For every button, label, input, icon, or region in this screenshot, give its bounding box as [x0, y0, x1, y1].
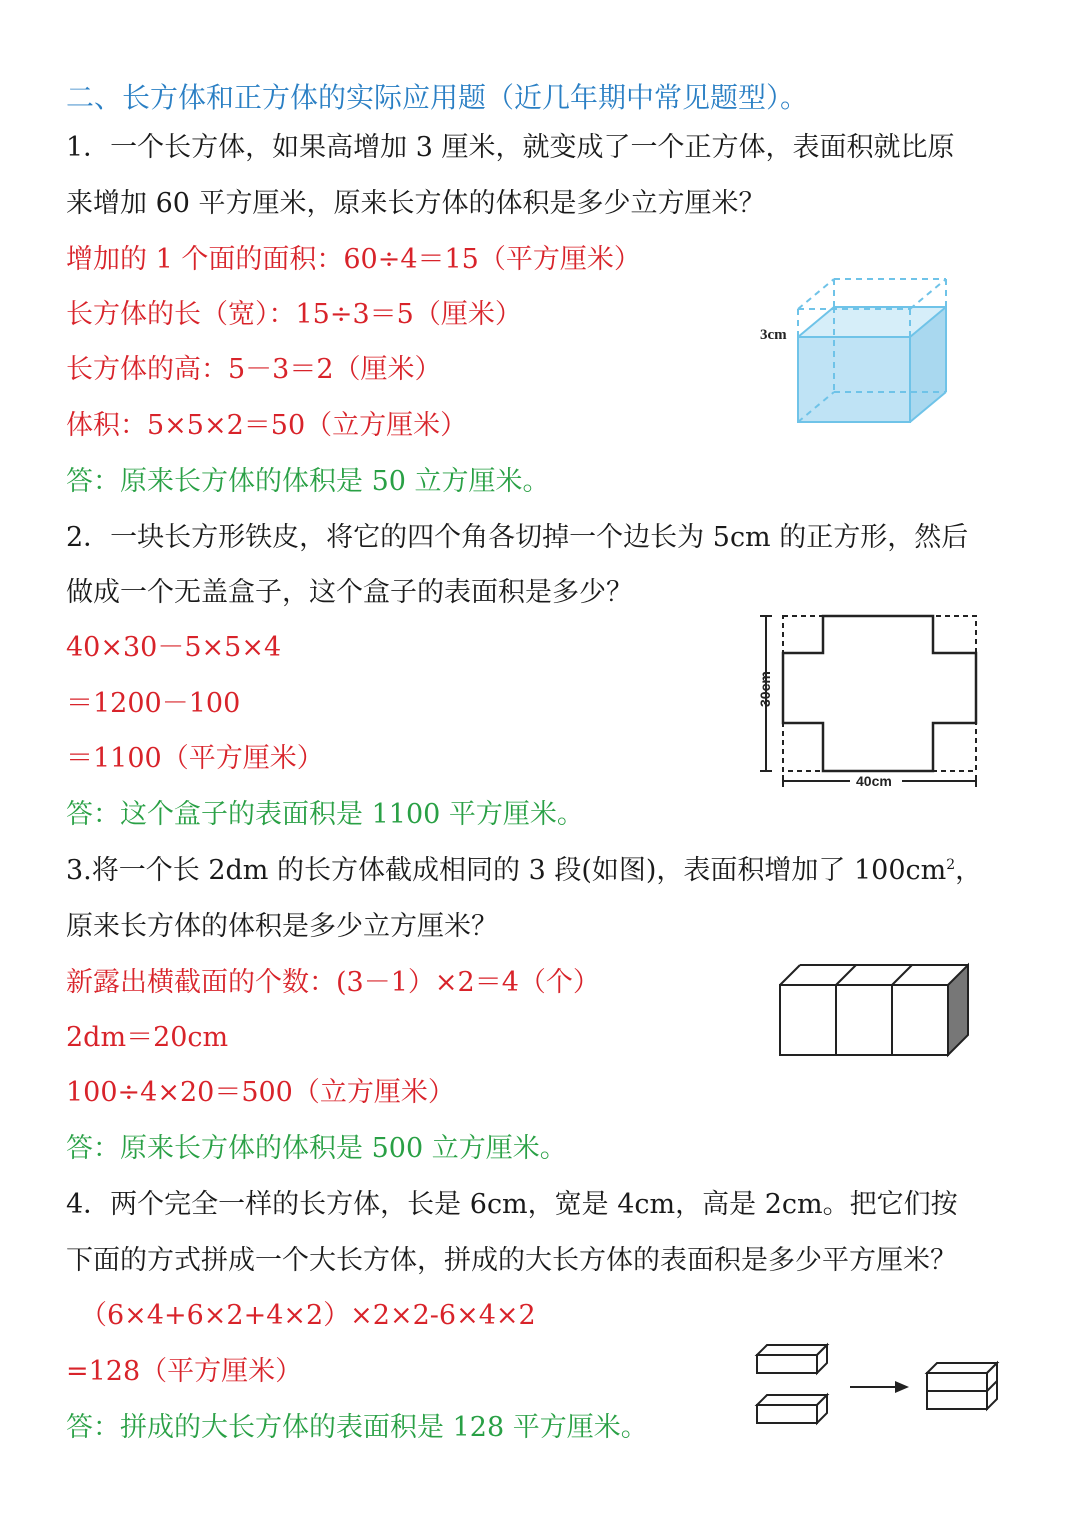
problem-3-line-2: 原来长方体的体积是多少立方厘米？ [66, 911, 498, 942]
problem-2-step-3: ＝1100（平方厘米） [66, 743, 324, 774]
problem-4-line-2: 下面的方式拼成一个大长方体，拼成的大长方体的表面积是多少平方厘米？ [66, 1245, 957, 1276]
box-a [757, 1345, 827, 1373]
cuboid-figure [750, 270, 960, 435]
problem-4-line-1: 4．两个完全一样的长方体，长是 6cm，宽是 4cm，高是 2cm。把它们按 [66, 1189, 958, 1220]
problem-4-step-2: =128（平方厘米） [66, 1356, 303, 1387]
square-exponent: 2 [946, 857, 956, 873]
combine-boxes-figure [745, 1335, 1010, 1435]
problem-1-step-1: 增加的 1 个面的面积：60÷4＝15（平方厘米） [66, 244, 641, 275]
box-net-outline [783, 616, 976, 771]
problem-3-answer: 答：原来长方体的体积是 500 立方厘米。 [66, 1133, 567, 1164]
problem-1-step-2: 长方体的长（宽）：15÷3＝5（厘米） [66, 299, 522, 330]
height-label: 30cm [757, 671, 773, 707]
problem-1-step-4: 体积：5×5×2＝50（立方厘米） [66, 410, 468, 441]
arrow-icon [850, 1381, 909, 1393]
problem-4-answer: 答：拼成的大长方体的表面积是 128 平方厘米。 [66, 1412, 648, 1443]
problem-2-answer: 答：这个盒子的表面积是 1100 平方厘米。 [66, 799, 584, 830]
segments-edges [780, 965, 968, 1055]
problem-3-text: 3.将一个长 2dm 的长方体截成相同的 3 段(如图)，表面积增加了 100cm [66, 855, 947, 886]
problem-3-line-1 [66, 853, 982, 889]
width-label: 40cm [856, 773, 892, 789]
problem-3-step-1: 新露出横截面的个数：(3－1）×2＝4（个） [66, 967, 600, 998]
problem-4-step-1: （6×4+6×2+4×2）×2×2-6×4×2 [80, 1300, 536, 1331]
three-segments-figure [770, 955, 980, 1065]
sheet-figure [750, 605, 990, 790]
height-increase-label: 3cm [760, 327, 787, 343]
page-title: 二、长方体和正方体的实际应用题（近几年期中常见题型）。 [66, 81, 809, 114]
problem-1-step-3: 长方体的高：5－3＝2（厘米） [66, 354, 442, 385]
problem-3-step-3: 100÷4×20＝500（立方厘米） [66, 1077, 455, 1108]
problem-2-step-2: ＝1200－100 [66, 688, 241, 719]
sheet-outline [783, 616, 976, 771]
segments-side-face [948, 965, 968, 1055]
problem-2-step-1: 40×30－5×5×4 [66, 632, 282, 663]
problem-3-step-2: 2dm＝20cm [66, 1022, 229, 1053]
problem-1-line-2: 来增加 60 平方厘米，原来长方体的体积是多少立方厘米？ [66, 188, 766, 219]
combined-box [927, 1363, 997, 1409]
problem-3-comma: ， [955, 855, 983, 886]
problem-2-line-2: 做成一个无盖盒子，这个盒子的表面积是多少？ [66, 577, 633, 608]
box-b [757, 1395, 827, 1423]
problem-1-line-1: 1．一个长方体，如果高增加 3 厘米，就变成了一个正方体，表面积就比原 [66, 132, 955, 163]
problem-1-answer: 答：原来长方体的体积是 50 立方厘米。 [66, 466, 550, 497]
problem-2-line-1: 2．一块长方形铁皮，将它的四个角各切掉一个边长为 5cm 的正方形，然后 [66, 522, 969, 553]
